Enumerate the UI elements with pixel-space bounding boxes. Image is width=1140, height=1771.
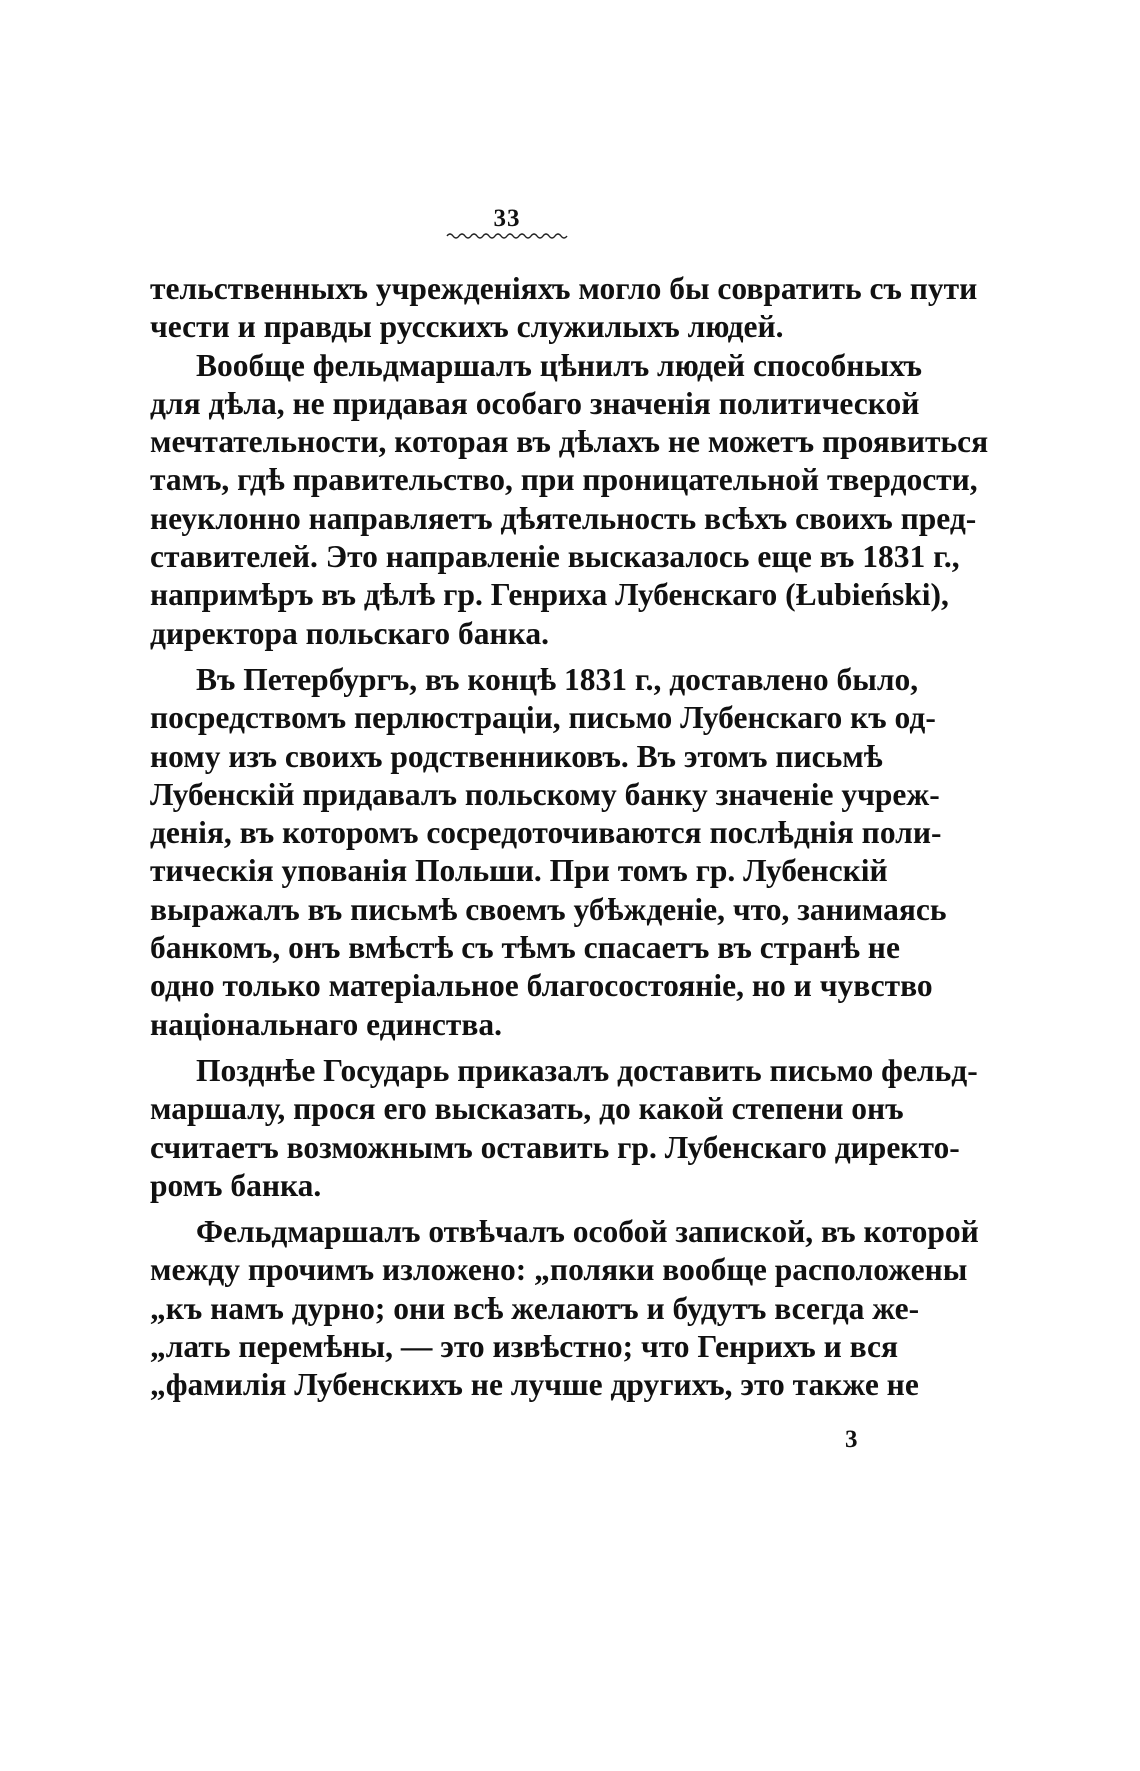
text-line: тическія упованія Польши. При томъ гр. Лубенскій — [150, 853, 888, 889]
wavy-rule-ornament — [445, 230, 569, 242]
printer-signature-mark: 3 — [845, 1426, 858, 1453]
body-text — [150, 270, 989, 1405]
text-line: Вообще фельдмаршалъ цѣнилъ людей способныхъ — [196, 347, 922, 383]
text-line: національнаго единства. — [150, 1006, 502, 1042]
text-line: маршалу, прося его высказать, до какой степени онъ — [150, 1091, 904, 1127]
text-line: банкомъ, онъ вмѣстѣ съ тѣмъ спасаетъ въ странѣ не — [150, 930, 900, 966]
page-number: 33 — [493, 205, 521, 232]
text-line: посредствомъ перлюстраціи, письмо Лубенскаго къ од- — [150, 700, 936, 736]
text-line: Позднѣе Государь приказалъ доставить письмо фельд- — [196, 1052, 978, 1088]
text-line: считаетъ возможнымъ оставить гр. Лубенскаго директо- — [150, 1129, 960, 1165]
text-line: чести и правды русскихъ служилыхъ людей. — [150, 309, 784, 345]
text-line: денія, въ которомъ сосредоточиваются послѣднія поли- — [150, 815, 942, 851]
text-line: тельственныхъ учрежденіяхъ могло бы совратить съ пути — [150, 271, 978, 306]
text-line: напримѣръ въ дѣлѣ гр. Генриха Лубенскаго (Łubieński), — [150, 577, 949, 613]
text-line: ному изъ своихъ родственниковъ. Въ этомъ письмѣ — [150, 738, 883, 774]
text-line: „фамилія Лубенскихъ не лучше другихъ, это также не — [150, 1367, 919, 1403]
text-line: мечтательности, которая въ дѣлахъ не можетъ проявиться — [150, 424, 989, 460]
text-line: неуклонно направляетъ дѣятельность всѣхъ своихъ пред- — [150, 500, 977, 536]
text-line: для дѣла, не придавая особаго значенія политической — [150, 385, 920, 421]
text-line: между прочимъ изложено: „поляки вообще расположены — [150, 1252, 968, 1288]
text-line: тамъ, гдѣ правительство, при проницательной твердости, — [150, 462, 978, 498]
text-line: директора польскаго банка. — [150, 615, 549, 651]
paragraph — [150, 1213, 979, 1404]
paragraph — [150, 347, 989, 653]
text-line: Фельдмаршалъ отвѣчалъ особой запиской, въ которой — [196, 1214, 979, 1250]
text-line: ставителей. Это направленіе высказалось еще въ 1831 г., — [150, 539, 960, 575]
text-line: выражалъ въ письмѣ своемъ убѣжденіе, что, занимаясь — [150, 891, 947, 927]
paragraph — [150, 270, 978, 347]
text-line: Въ Петербургъ, въ концѣ 1831 г., доставлено было, — [196, 661, 919, 697]
text-line: ромъ банка. — [150, 1167, 322, 1203]
text-line: Лубенскій придавалъ польскому банку значеніе учреж- — [150, 776, 940, 812]
text-line: одно только матеріальное благосостояніе, но и чувство — [150, 968, 933, 1004]
text-line: „къ намъ дурно; они всѣ желаютъ и будутъ всегда же- — [150, 1290, 920, 1326]
paragraph — [150, 661, 947, 1044]
text-line: „лать перемѣны, — это извѣстно; что Генрихъ и вся — [150, 1329, 899, 1365]
paragraph — [150, 1052, 978, 1205]
